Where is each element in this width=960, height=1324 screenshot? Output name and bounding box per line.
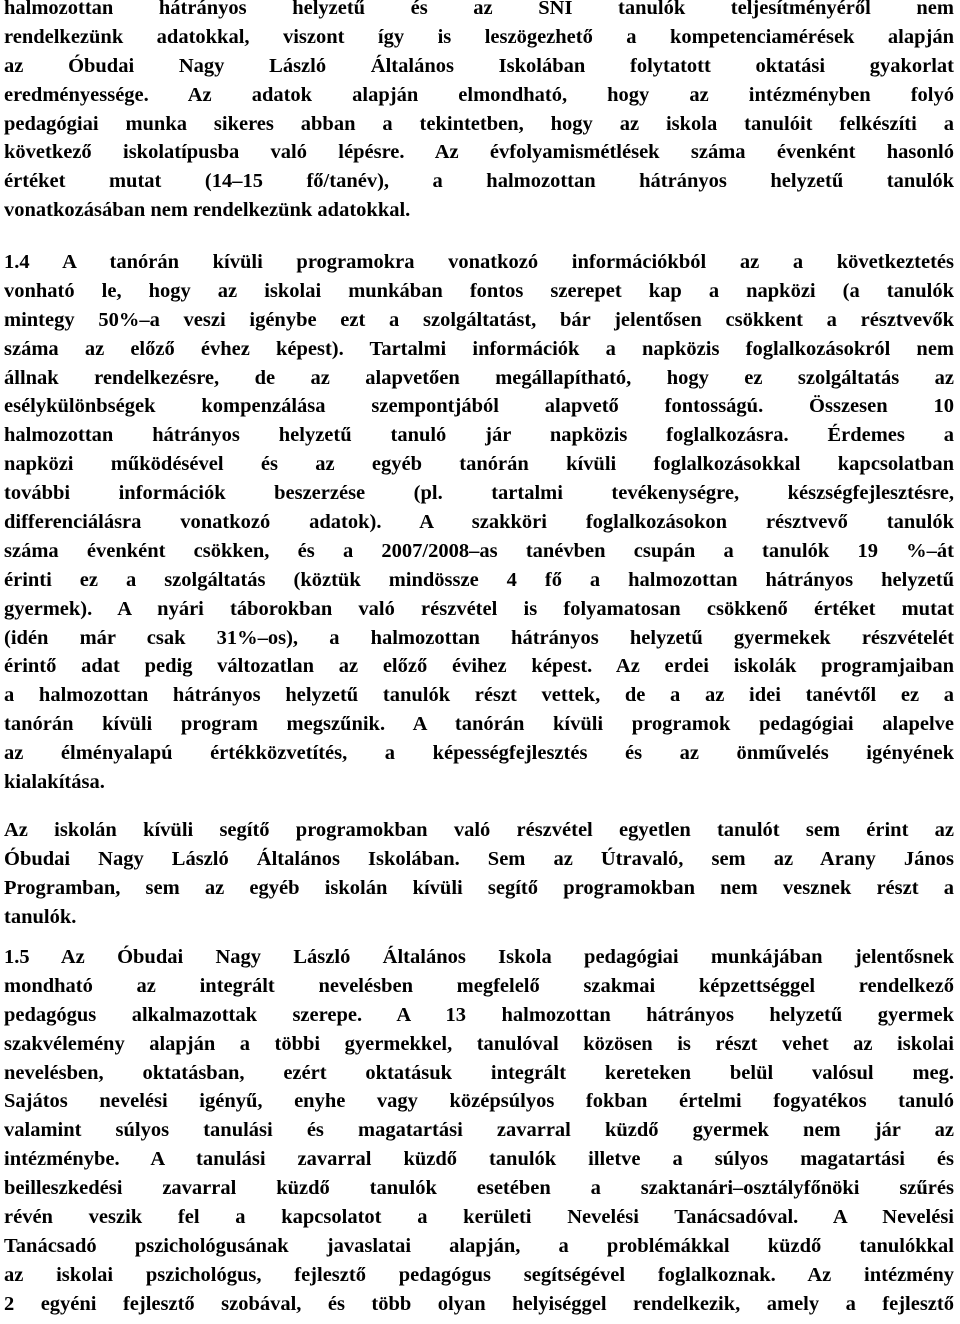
text-line: mintegy 50%–a veszi igénybe ezt a szolgáltatást, bár jelentősen csökkent a résztvevők [4,308,954,331]
text-line: pedagógus alkalmazottak szerepe. A 13 halmozottan hátrányos helyzetű gyermek [4,1003,954,1026]
text-line: száma évenként csökken, és a 2007/2008–as tanévben csupán a tanulók 19 %–át [4,539,954,562]
text-line: Programban, sem az egyéb iskolán kívüli segítő programokban nem vesznek részt a [4,876,954,899]
text-line: beilleszkedési zavarral küzdő tanulók esetében a szaktanári–osztályfőnöki szűrés [4,1177,954,1200]
text-line: valamint súlyos tanulási és magatartási zavarral küzdő gyermek nem jár az [4,1119,954,1142]
text-line: intézménybe. A tanulási zavarral küzdő tanulók illetve a súlyos magatartási és [4,1148,954,1171]
text-line: vonatkozásában nem rendelkezünk adatokkal. [4,199,411,222]
text-line: Tanácsadó pszichológusának javaslatai alapján, a problémákkal küzdő tanulókkal [4,1234,954,1257]
paragraph-section-1-5 [4,943,954,1319]
text-line: értéket mutat (14–15 fő/tanév), a halmozottan hátrányos helyzetű tanulók [4,170,954,193]
text-line: differenciálásra vonatkozó adatok). A szakköri foglalkozásokon résztvevő tanulók [4,511,954,534]
text-line: érinti ez a szolgáltatás (köztük mindössze 4 fő a halmozottan hátrányos helyzetű [4,568,954,591]
text-line: további információk beszerzése (pl. tartalmi tevékenységre, készségfejlesztésre, [4,482,954,505]
text-line: rendelkezünk adatokkal, viszont így is leszögezhető a kompetenciamérések alapján [4,25,954,48]
text-line: (idén már csak 31%–os), a halmozottan hátrányos helyzetű gyermekek részvételét [4,626,954,649]
text-line: halmozottan hátrányos helyzetű és az SNI tanulók teljesítményéről nem [4,0,954,19]
text-line: Sajátos nevelési igényű, enyhe vagy középsúlyos fokban értelmi fogyatékos tanuló [4,1090,954,1113]
text-line: érintő adat pedig változatlan az előző évihez képest. Az erdei iskolák programjaiban [4,655,954,678]
text-line: az élményalapú értékközvetítés, a képességfejlesztés és az önművelés igényének [4,742,954,765]
text-line: nevelésben, oktatásban, ezért oktatásuk integrált kereteken belül valósul meg. [4,1061,954,1084]
text-line: gyermek). A nyári táborokban való részvétel is folyamatosan csökkenő értéket mutat [4,597,954,620]
text-line: Az iskolán kívüli segítő programokban való részvétel egyetlen tanulót sem érint az [4,819,954,841]
text-line: révén veszik fel a kapcsolatot a kerületi Nevelési Tanácsadóval. A Nevelési [4,1206,954,1229]
text-line: pedagógiai munka sikeres abban a tekintetben, hogy az iskola tanulóit felkészíti a [4,112,954,135]
text-line: száma az előző évhez képest). Tartalmi információk a napközis foglalkozásokról nem [4,337,954,360]
text-line: 2 egyéni fejlesztő szobával, és több olyan helyiséggel rendelkezik, amely a fejlesztő [4,1292,954,1315]
text-line: halmozottan hátrányos helyzetű tanuló jár napközis foglalkozásra. Érdemes a [4,424,954,447]
text-line: esélykülönbségek kompenzálása szempontjából alapvető fontosságú. Összesen 10 [4,395,954,418]
text-line: napközi működésével és az egyéb tanórán kívüli foglalkozásokkal kapcsolatban [4,453,954,476]
text-line: a halmozottan hátrányos helyzetű tanulók részt vettek, de a az idei tanévtől ez a [4,684,954,707]
text-line: Óbudai Nagy László Általános Iskolában. Sem az Útravaló, sem az Arany János [4,847,954,870]
text-line: kialakítása. [4,771,105,794]
text-line: tanulók. [4,905,77,928]
text-line: mondható az integrált nevelésben megfelelő szakmai képzettséggel rendelkező [4,974,954,997]
text-line: tanórán kívüli program megszűnik. A tanórán kívüli programok pedagógiai alapelve [4,713,954,736]
text-line: eredményessége. Az adatok alapján elmondható, hogy az intézményben folyó [4,83,954,106]
text-line: állnak rendelkezésre, de az alapvetően megállapítható, hogy ez szolgáltatás az [4,366,954,389]
text-line: 1.5 Az Óbudai Nagy László Általános Iskola pedagógiai munkájában jelentősnek [4,946,954,968]
text-line: következő iskolatípusba való lépésre. Az évfolyamismétlések száma évenként hasonló [4,141,954,164]
text-line: vonható le, hogy az iskolai munkában fontos szerepet kap a napközi (a tanulók [4,279,954,302]
paragraph-outside-programs [4,816,954,932]
text-line: 1.4 A tanórán kívüli programokra vonatkozó információkból az a következtetés [4,251,954,273]
paragraph-section-1-4 [4,248,954,797]
paragraph-performance-data [4,0,954,225]
text-line: az iskolai pszichológus, fejlesztő pedagógus segítségével foglalkoznak. Az intézmény [4,1263,954,1286]
text-line: szakvélemény alapján a többi gyermekkel, tanulóval közösen is részt vehet az iskolai [4,1032,954,1055]
text-line: az Óbudai Nagy László Általános Iskolában folytatott oktatási gyakorlat [4,54,954,77]
